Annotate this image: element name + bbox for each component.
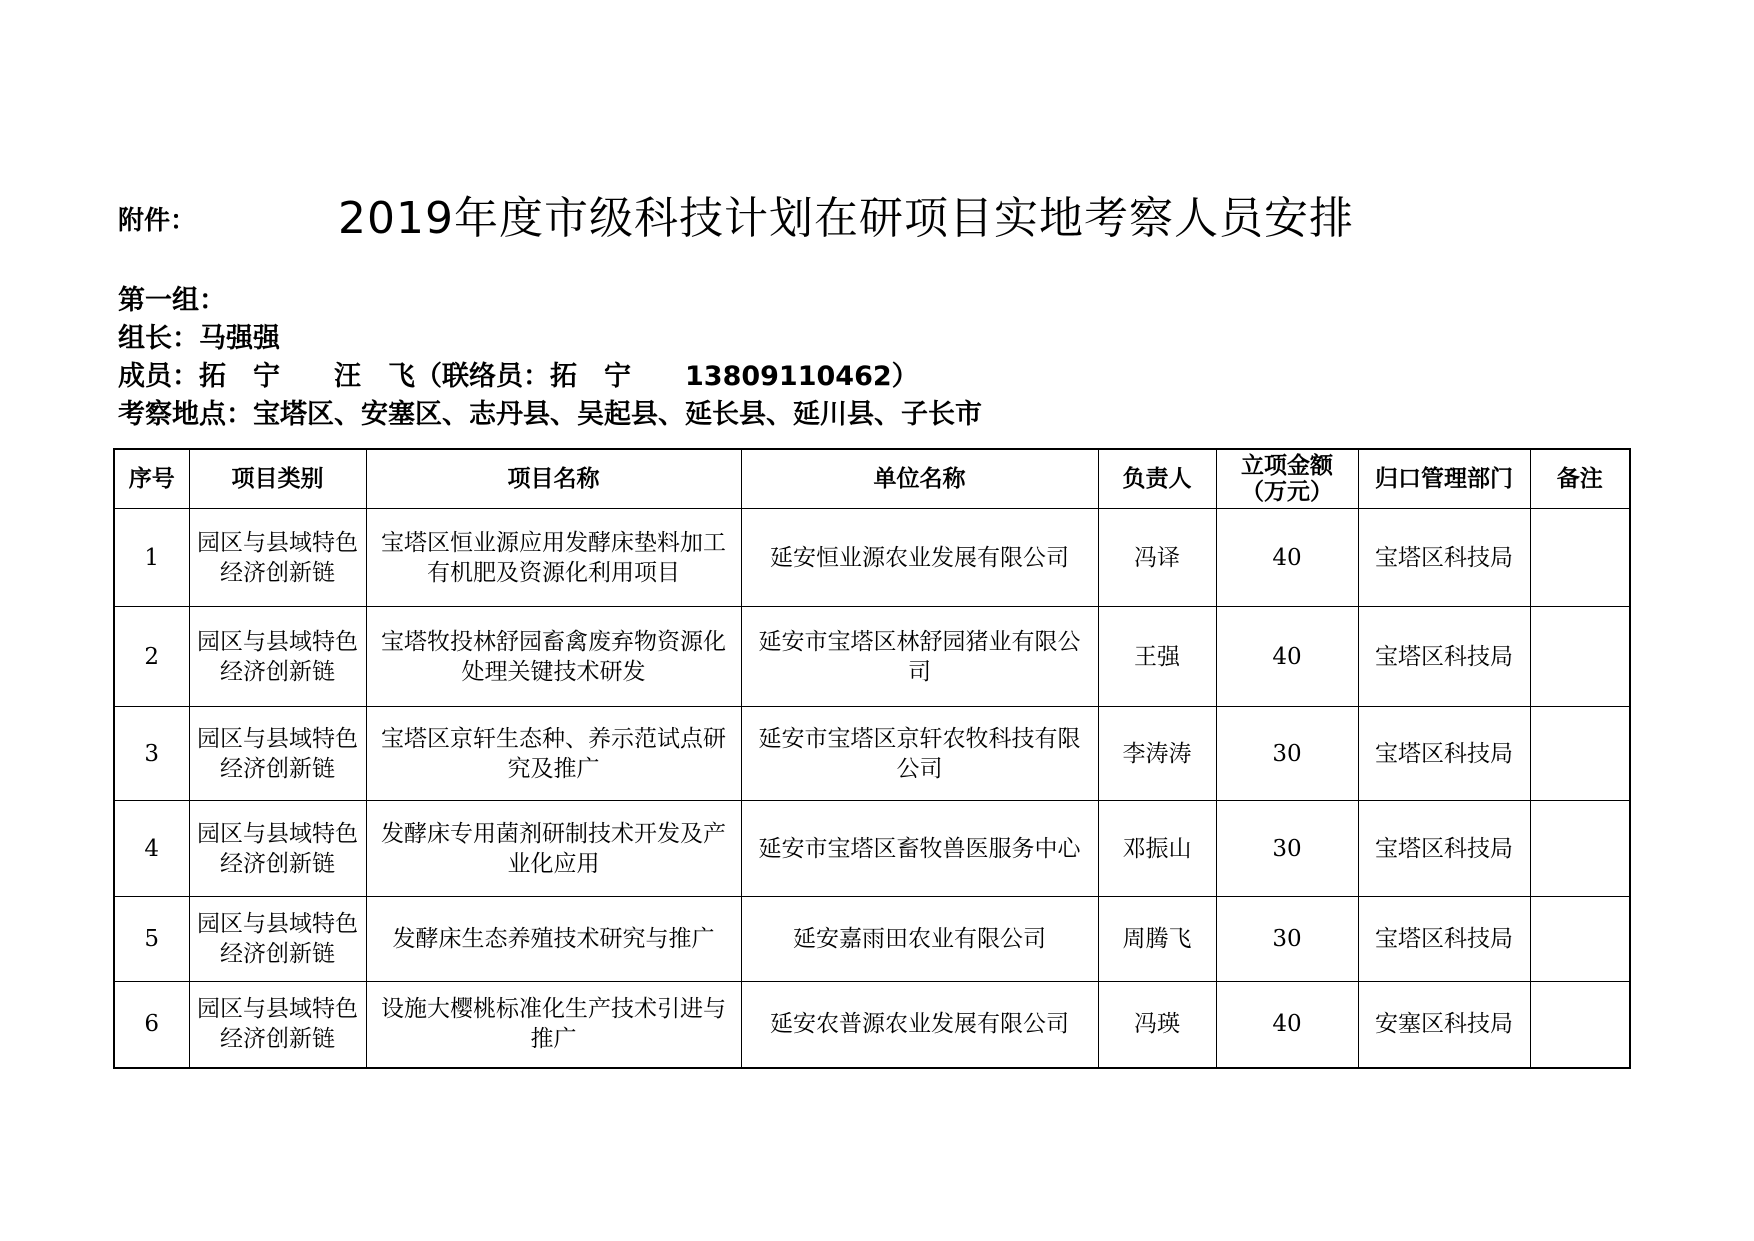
cell-unit-name: 延安恒业源农业发展有限公司 — [741, 509, 1098, 607]
cell-index: 2 — [114, 607, 189, 707]
cell-leader: 王强 — [1098, 607, 1216, 707]
cell-unit-name: 延安市宝塔区畜牧兽医服务中心 — [741, 801, 1098, 897]
cell-department: 宝塔区科技局 — [1358, 707, 1530, 801]
cell-index: 6 — [114, 982, 189, 1068]
cell-note — [1530, 509, 1630, 607]
table-row — [114, 607, 1630, 707]
table-header-row — [114, 449, 1630, 509]
cell-note — [1530, 801, 1630, 897]
cell-unit-name: 延安市宝塔区林舒园猪业有限公司 — [741, 607, 1098, 707]
group-name: 第一组： — [118, 285, 226, 316]
cell-leader: 冯译 — [1098, 509, 1216, 607]
cell-unit-name: 延安市宝塔区京轩农牧科技有限公司 — [741, 707, 1098, 801]
cell-leader: 邓振山 — [1098, 801, 1216, 897]
attachment-label: 附件： — [118, 206, 197, 236]
cell-project-name: 宝塔区恒业源应用发酵床垫料加工有机肥及资源化利用项目 — [366, 509, 741, 607]
cell-category: 园区与县域特色经济创新链 — [189, 707, 366, 801]
header-project-name: 项目名称 — [366, 449, 741, 509]
table-row — [114, 509, 1630, 607]
cell-amount: 40 — [1216, 982, 1358, 1068]
cell-category: 园区与县域特色经济创新链 — [189, 982, 366, 1068]
cell-unit-name: 延安农普源农业发展有限公司 — [741, 982, 1098, 1068]
cell-department: 安塞区科技局 — [1358, 982, 1530, 1068]
cell-category: 园区与县域特色经济创新链 — [189, 607, 366, 707]
schedule-table — [113, 448, 1631, 1069]
cell-project-name: 设施大樱桃标准化生产技术引进与推广 — [366, 982, 741, 1068]
cell-amount: 40 — [1216, 509, 1358, 607]
cell-note — [1530, 982, 1630, 1068]
cell-note — [1530, 707, 1630, 801]
cell-note — [1530, 607, 1630, 707]
cell-department: 宝塔区科技局 — [1358, 607, 1530, 707]
cell-leader: 冯瑛 — [1098, 982, 1216, 1068]
header-leader: 负责人 — [1098, 449, 1216, 509]
group-info — [118, 282, 982, 434]
cell-index: 1 — [114, 509, 189, 607]
table-row — [114, 897, 1630, 982]
cell-project-name: 发酵床生态养殖技术研究与推广 — [366, 897, 741, 982]
cell-project-name: 宝塔牧投林舒园畜禽废弃物资源化处理关键技术研发 — [366, 607, 741, 707]
group-leader: 组长：马强强 — [118, 323, 280, 354]
cell-index: 5 — [114, 897, 189, 982]
cell-amount: 40 — [1216, 607, 1358, 707]
group-locations: 考察地点：宝塔区、安塞区、志丹县、吴起县、延长县、延川县、子长市 — [118, 399, 982, 430]
cell-department: 宝塔区科技局 — [1358, 801, 1530, 897]
table-row — [114, 982, 1630, 1068]
cell-unit-name: 延安嘉雨田农业有限公司 — [741, 897, 1098, 982]
cell-amount: 30 — [1216, 897, 1358, 982]
cell-note — [1530, 897, 1630, 982]
cell-category: 园区与县域特色经济创新链 — [189, 897, 366, 982]
cell-index: 3 — [114, 707, 189, 801]
table-row — [114, 801, 1630, 897]
header-note: 备注 — [1530, 449, 1630, 509]
cell-category: 园区与县域特色经济创新链 — [189, 509, 366, 607]
header-department: 归口管理部门 — [1358, 449, 1530, 509]
header-category: 项目类别 — [189, 449, 366, 509]
cell-project-name: 发酵床专用菌剂研制技术开发及产业化应用 — [366, 801, 741, 897]
cell-index: 4 — [114, 801, 189, 897]
cell-department: 宝塔区科技局 — [1358, 509, 1530, 607]
cell-department: 宝塔区科技局 — [1358, 897, 1530, 982]
cell-leader: 李涛涛 — [1098, 707, 1216, 801]
cell-category: 园区与县域特色经济创新链 — [189, 801, 366, 897]
table-row — [114, 707, 1630, 801]
document-title: 2019年度市级科技计划在研项目实地考察人员安排 — [338, 193, 1354, 244]
cell-leader: 周腾飞 — [1098, 897, 1216, 982]
header-index: 序号 — [114, 449, 189, 509]
group-members: 成员：拓 宁 汪 飞（联络员：拓 宁 13809110462） — [118, 361, 919, 392]
header-unit-name: 单位名称 — [741, 449, 1098, 509]
header-amount: 立项金额（万元） — [1216, 449, 1358, 509]
cell-amount: 30 — [1216, 801, 1358, 897]
cell-project-name: 宝塔区京轩生态种、养示范试点研究及推广 — [366, 707, 741, 801]
cell-amount: 30 — [1216, 707, 1358, 801]
